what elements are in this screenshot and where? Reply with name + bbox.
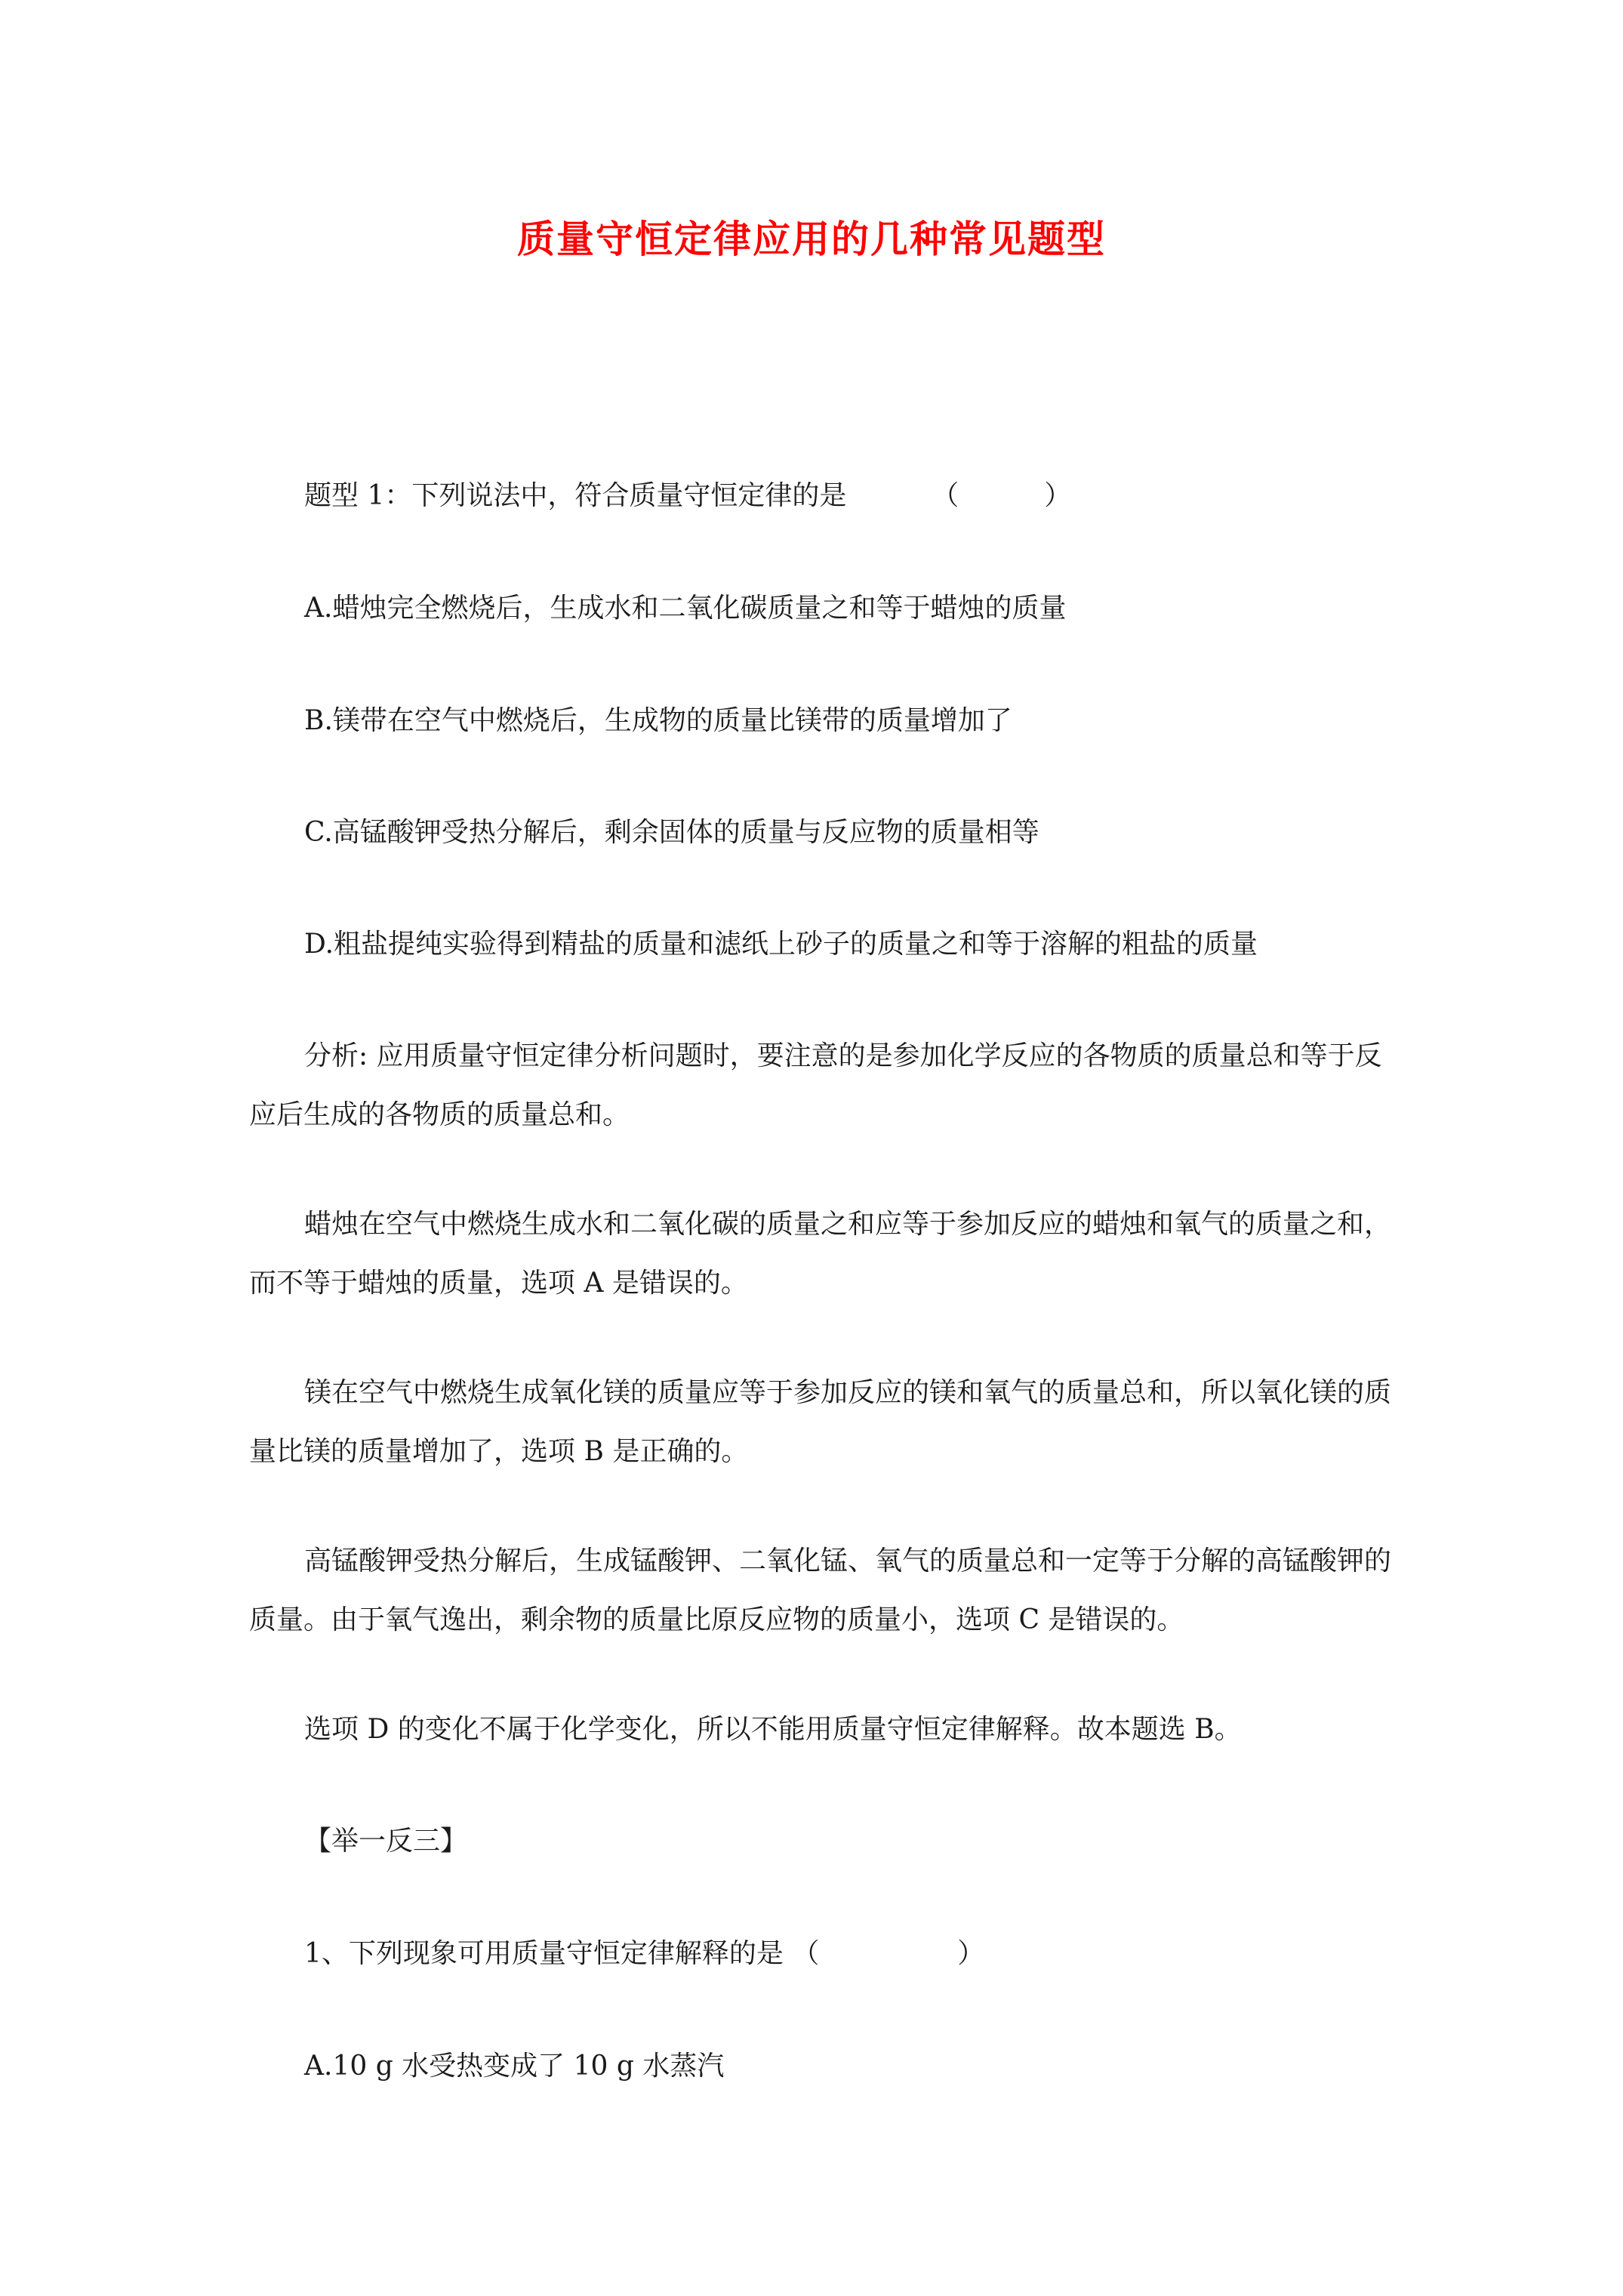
document-title: 质量守恒定律应用的几种常见题型: [517, 217, 1106, 261]
analysis-paragraph-4: 高锰酸钾受热分解后，生成锰酸钾、二氧化锰、氧气的质量总和一定等于分解的高锰酸钾的质量。由于氧气逸出，剩余物的质量比原反应物的质量小，选项 C 是错误的。: [249, 1546, 1392, 1635]
analysis-paragraph-2: 蜡烛在空气中燃烧生成水和二氧化碳的质量之和应等于参加反应的蜡烛和氧气的质量之和，而不等于蜡烛的质量，选项 A 是错误的。: [249, 1209, 1392, 1299]
option-b: B.镁带在空气中燃烧后，生成物的质量比镁带的质量增加了: [304, 705, 1012, 736]
option-c: C.高锰酸钾受热分解后，剩余固体的质量与反应物的质量相等: [304, 817, 1039, 848]
question-1-text: 题型 1：下列说法中，符合质量守恒定律的是: [304, 480, 847, 511]
exercise-1-text: 1、下列现象可用质量守恒定律解释的是: [304, 1938, 784, 1969]
exercise-paren-close: ）: [957, 1938, 985, 1969]
option-d: D.粗盐提纯实验得到精盐的质量和滤纸上砂子的质量之和等于溶解的粗盐的质量: [304, 929, 1258, 960]
analysis-paragraph-3: 镁在空气中燃烧生成氧化镁的质量应等于参加反应的镁和氧气的质量总和，所以氧化镁的质量比镁的质量增加了，选项 B 是正确的。: [249, 1377, 1392, 1467]
option-a: A.蜡烛完全燃烧后，生成水和二氧化碳质量之和等于蜡烛的质量: [304, 593, 1067, 624]
exercise-1-option-a: A.10 g 水受热变成了 10 g 水蒸汽: [304, 2051, 725, 2082]
exercise-1-stem: [249, 1925, 1397, 1983]
analysis-paragraph-5: 选项 D 的变化不属于化学变化，所以不能用质量守恒定律解释。故本题选 B。: [304, 1714, 1242, 1745]
analysis-paragraph-1: 分析: 应用质量守恒定律分析问题时，要注意的是参加化学反应的各物质的质量总和等于反应后生成的各物质的质量总和。: [249, 1040, 1382, 1130]
answer-paren-open: （: [932, 480, 959, 511]
section-label: 【举一反三】: [304, 1826, 468, 1857]
answer-paren-close: ）: [1044, 480, 1072, 511]
exercise-paren-open: （: [792, 1938, 820, 1969]
question-1-stem: [249, 467, 1397, 525]
